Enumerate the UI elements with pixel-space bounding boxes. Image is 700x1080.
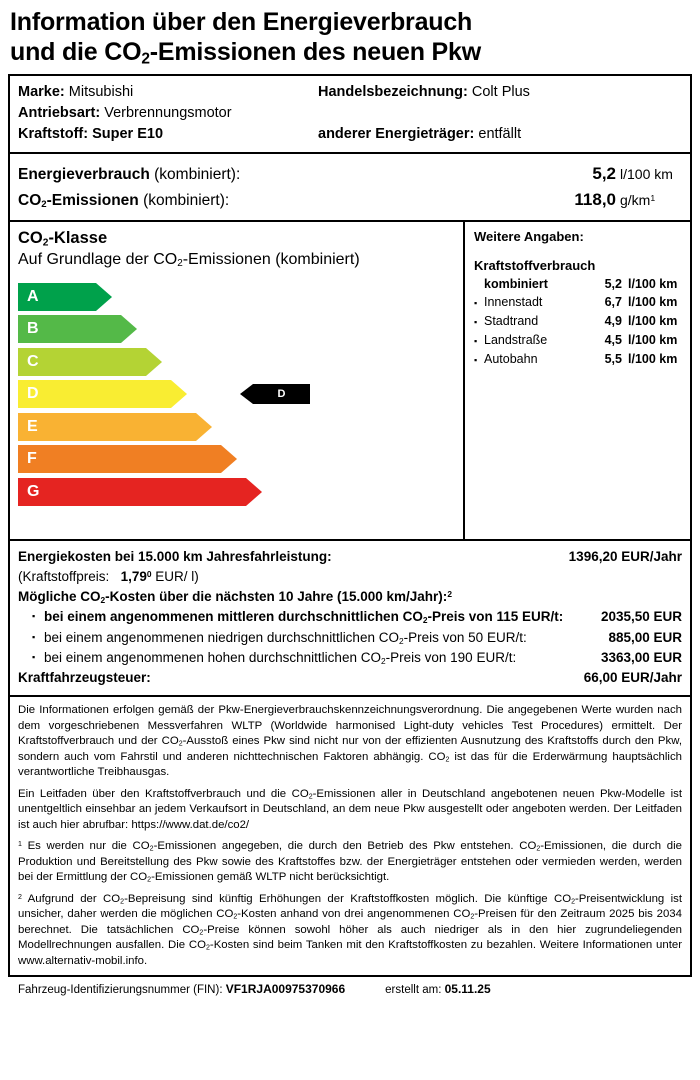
co2-class-bar-label: F [18,445,221,473]
title-line-2: und die $CO_2$-Emissionen des neuen Pkw [10,37,481,67]
vehicle-row-1 [18,82,682,103]
co2-cost-scenario-value: 2035,50 EUR [600,609,682,625]
scenario-text-2: -Preis von [427,609,497,625]
fuel-consumption-row-unit: l/100 km [628,351,678,366]
subscript-2: 2 [380,655,386,666]
co2-class-bar-a [18,283,455,311]
fuel-consumption-row-unit: l/100 km [628,276,678,291]
kraftfahrzeugsteuer-row [18,668,682,688]
energieverbrauch-row [18,161,682,187]
created-date-field: erstellt am: 05.11.25 [385,982,491,997]
bullet-icon: ▪ [32,611,36,622]
co2-class-bar-tip [221,445,237,473]
footer-identification [8,977,692,996]
fuel-consumption-row-value: 6,7 [604,295,622,310]
kraftstoff-value: Super E10 [92,126,164,143]
fin-value: VF1RJA00975370966 [225,982,346,997]
co2-class-bar-e [18,413,455,441]
vehicle-row-2 [18,103,682,124]
additional-info-title: Weitere Angaben: [474,229,584,245]
anderer-energietraeger-value: entfällt [478,126,522,143]
co2-class-selected-marker [240,384,310,404]
marker-arrow-icon [240,384,253,404]
subscript-2: 2 [422,615,428,626]
co2-cost-scenario-label [18,628,608,648]
scenario-price-unit: EUR/t: [522,609,564,625]
co2-cost-scenario-row [18,607,682,627]
co2-cost-scenario-value: 885,00 EUR [608,629,682,645]
co2-class-bar-tip [196,413,212,441]
bullet-icon: ▪ [474,317,478,327]
co2-kosten-title: Mögliche $CO_2$-Kosten über die nächsten 10 Jahre (15.000 km/Jahr):$^2$ [18,589,452,605]
co2-emissionen-label: $CO_2$-Emissionen (kombiniert): [18,191,230,210]
fuel-consumption-row-name: kombiniert [484,276,548,291]
fuel-consumption-row-name: Autobahn [484,351,538,366]
marke-value: Mitsubishi [68,84,134,101]
co2-kosten-title-row [18,587,682,607]
marke-label: Marke: [18,84,65,101]
co2-class-bar-tip [121,315,137,343]
fuel-consumption-row-value: 5,2 [604,276,622,291]
scenario-price: 50 [468,629,487,645]
co2-class-bar-tip [96,283,112,311]
marke-field [18,82,318,103]
co2-class-bar-label: E [18,413,196,441]
co2-class-bar-label: C [18,348,146,376]
handelsbezeichnung-label: Handelsbezeichnung: [318,84,468,101]
antriebsart-label: Antriebsart: [18,105,101,122]
scenario-text: bei einem angenommenen hohen durchschnittlichen CO [44,649,381,665]
energieverbrauch-label: Energieverbrauch (kombiniert): [18,166,241,184]
co2-emissionen-value: 118,0 [574,189,616,209]
fuel-consumption-row-unit: l/100 km [628,295,678,310]
fuel-consumption-list [474,275,684,369]
co2-class-title: $CO_2$-Klasse [18,229,108,249]
consumption-section [10,154,690,220]
bullet-icon: ▪ [474,335,478,346]
kraftfahrzeugsteuer-label: Kraftfahrzeugsteuer: [18,670,151,686]
note-paragraph-1: Die Informationen erfolgen gemäß der Pkw-Energieverbrauchskennzeichnungsverordnung. Die angegebenen Werte wurden nach dem vorgeschriebenen Messverfahren WLTP (Worldwide harmonised Light-duty vehicles Test Procedures) ermittelt. Der Kraftstoffverbrauch und der $CO_2$-Ausstoß eines Pkw sind nicht nur von der effizienten Ausnutzung des Kraftstoffs durch den Pkw, sondern auch vom Fahrstil und anderen nichttechnischen Faktoren abhängig. $CO_2$ ist das für die Erderwärmung hauptsächlich verantwortliche Treibhausgas. [18,704,682,779]
co2-class-box [10,222,465,538]
fuel-consumption-row [474,293,684,312]
anderer-energietraeger-field [318,124,682,145]
co2-class-bar-f [18,445,455,473]
fuel-consumption-row-name: Landstraße [484,332,548,347]
scenario-text-2: -Preis von [403,629,469,645]
scenario-text: bei einem angenommenen mittleren durchschnittlichen CO [44,609,423,625]
co2-cost-scenario-value: 3363,00 EUR [600,649,682,665]
co2-class-bar-label: B [18,315,121,343]
fuel-consumption-row [474,275,684,294]
co2-cost-scenario-label [18,607,601,627]
fuel-consumption-row-unit: l/100 km [628,314,678,328]
page-title [8,4,692,74]
scenario-price: 115 [496,609,523,625]
kraftstoffpreis-label: (Kraftstoffpreis: 1,79$^0$ EUR/ l) [18,568,199,584]
co2-class-bar-b [18,315,455,343]
additional-info-box [465,222,690,538]
co2-cost-scenario-row [18,628,682,648]
vehicle-row-2-spacer [318,103,682,124]
energiekosten-row [18,547,682,567]
anderer-energietraeger-label: anderer Energieträger: [318,126,475,143]
antriebsart-value: Verbrennungsmotor [104,105,232,122]
energiekosten-value: 1396,20 EUR/Jahr [568,548,682,564]
vehicle-row-3 [18,124,682,145]
bullet-icon: ▪ [32,631,36,642]
title-line-1: Information über den Energieverbrauch [10,8,473,36]
handelsbezeichnung-value: Colt Plus [471,84,530,101]
co2-emissionen-row [18,187,682,213]
bullet-icon: ▪ [474,354,478,365]
note-paragraph-3: $^1$ Es werden nur die $CO_2$-Emissionen angegeben, die durch den Betrieb des Pkw entstehen. $CO_2$-Emissionen, die durch die Produktion und Bereitstellung des Pkw sowie des Kraftstoffes bzw. der Energieträger entstehen oder vermieden werden, werden bei der Ermittlung der $CO_2$-Emissionen gemäß WLTP nicht berücksichtigt. [18,840,682,884]
marker-label: D [253,384,310,404]
scenario-price-unit: EUR/t: [486,629,527,645]
co2-class-bar-d [18,380,455,408]
co2-cost-scenarios [18,607,682,668]
co2-class-bar-label: D [18,380,171,408]
fuel-consumption-row-name: Innenstadt [484,295,543,310]
fuel-consumption-row-value: 4,5 [604,332,622,347]
kraftstoff-field [18,124,318,145]
co2-cost-scenario-row [18,648,682,668]
fuel-consumption-row-name: Stadtrand [484,314,539,328]
fuel-consumption-row [474,331,684,350]
bullet-icon: ▪ [474,298,478,309]
energieverbrauch-value: 5,2 [592,164,616,184]
fuel-consumption-heading: Kraftstoffverbrauch [474,258,596,274]
vehicle-info-section [10,76,690,152]
scenario-price-unit: EUR/t: [476,649,517,665]
fuel-consumption-row [474,312,684,331]
costs-section [10,541,690,696]
kraftstoffpreis-row [18,567,682,587]
co2-emissionen-unit: $g/km^1$ [620,191,656,208]
co2-cost-scenario-label [18,648,601,668]
fuel-consumption-row-value: 4,9 [604,314,622,328]
label-frame [8,74,692,977]
subscript-2: 2 [398,635,404,646]
fin-field: Fahrzeug-Identifizierungsnummer (FIN): VF1RJA00975370966 [18,982,346,997]
co2-class-bar-tip [246,478,262,506]
created-date-value: 05.11.25 [444,982,491,997]
energiekosten-label: Energiekosten bei 15.000 km Jahresfahrleistung: [18,548,332,564]
note-paragraph-2: Ein Leitfaden über den Kraftstoffverbrauch und die $CO_2$-Emissionen aller in Deutschland angebotenen neuen Pkw-Modelle ist unentgeltlich einsehbar an jedem Verkaufsort in Deutschland, an dem neue Pkw ausgestellt oder angeboten werden. Der Leitfaden ist auch hier abrufbar: https://www.dat.de/co2/ [18,787,682,831]
kraftstoff-label: Kraftstoff: [18,126,89,143]
fuel-consumption-row-unit: l/100 km [628,332,678,347]
co2-class-bar-g [18,478,455,506]
co2-class-subtitle: Auf Grundlage der $CO_2$-Emissionen (kombiniert) [18,250,360,269]
fuel-consumption-row-value: 5,5 [604,351,622,366]
legal-notes-section [10,697,690,975]
bullet-icon: ▪ [32,651,36,662]
co2-class-bar-label: G [18,478,246,506]
co2-class-bar-tip [171,380,187,408]
antriebsart-field [18,103,318,124]
scenario-price: 190 [450,649,477,665]
scenario-text: bei einem angenommenen niedrigen durchschnittlichen CO [44,629,399,645]
kraftfahrzeugsteuer-value: 66,00 EUR/Jahr [583,670,682,686]
note-paragraph-4: $^2$ Aufgrund der $CO_2$-Bepreisung sind künftig Erhöhungen der Kraftstoffkosten möglich. Die künftige $CO_2$-Preisentwicklung ist unsicher, daher werden die möglichen $CO_2$-Kosten anhand von drei angenommenen $CO_2$-Preisen für den Zeitraum 2025 bis 2034 berechnet. Die tatsächlichen $CO_2$-Preise können sowohl höher als auch niedriger als in den hier zugrundeliegenden Modellrechnungen ausfallen. Die $CO_2$-Kosten sind beim Tanken mit den Kraftstoffkosten zu bezahlen. Weitere Informationen unter www.alternativ-mobil.info. [18,892,682,967]
co2-class-scale [18,283,455,533]
co2-class-bar-c [18,348,455,376]
energieverbrauch-unit: l/100 km [620,166,673,183]
class-and-details-section [10,222,690,538]
co2-class-bar-tip [146,348,162,376]
co2-class-bar-label: A [18,283,96,311]
handelsbezeichnung-field [318,82,682,103]
fuel-consumption-row [474,350,684,369]
scenario-text-2: -Preis von [385,649,451,665]
